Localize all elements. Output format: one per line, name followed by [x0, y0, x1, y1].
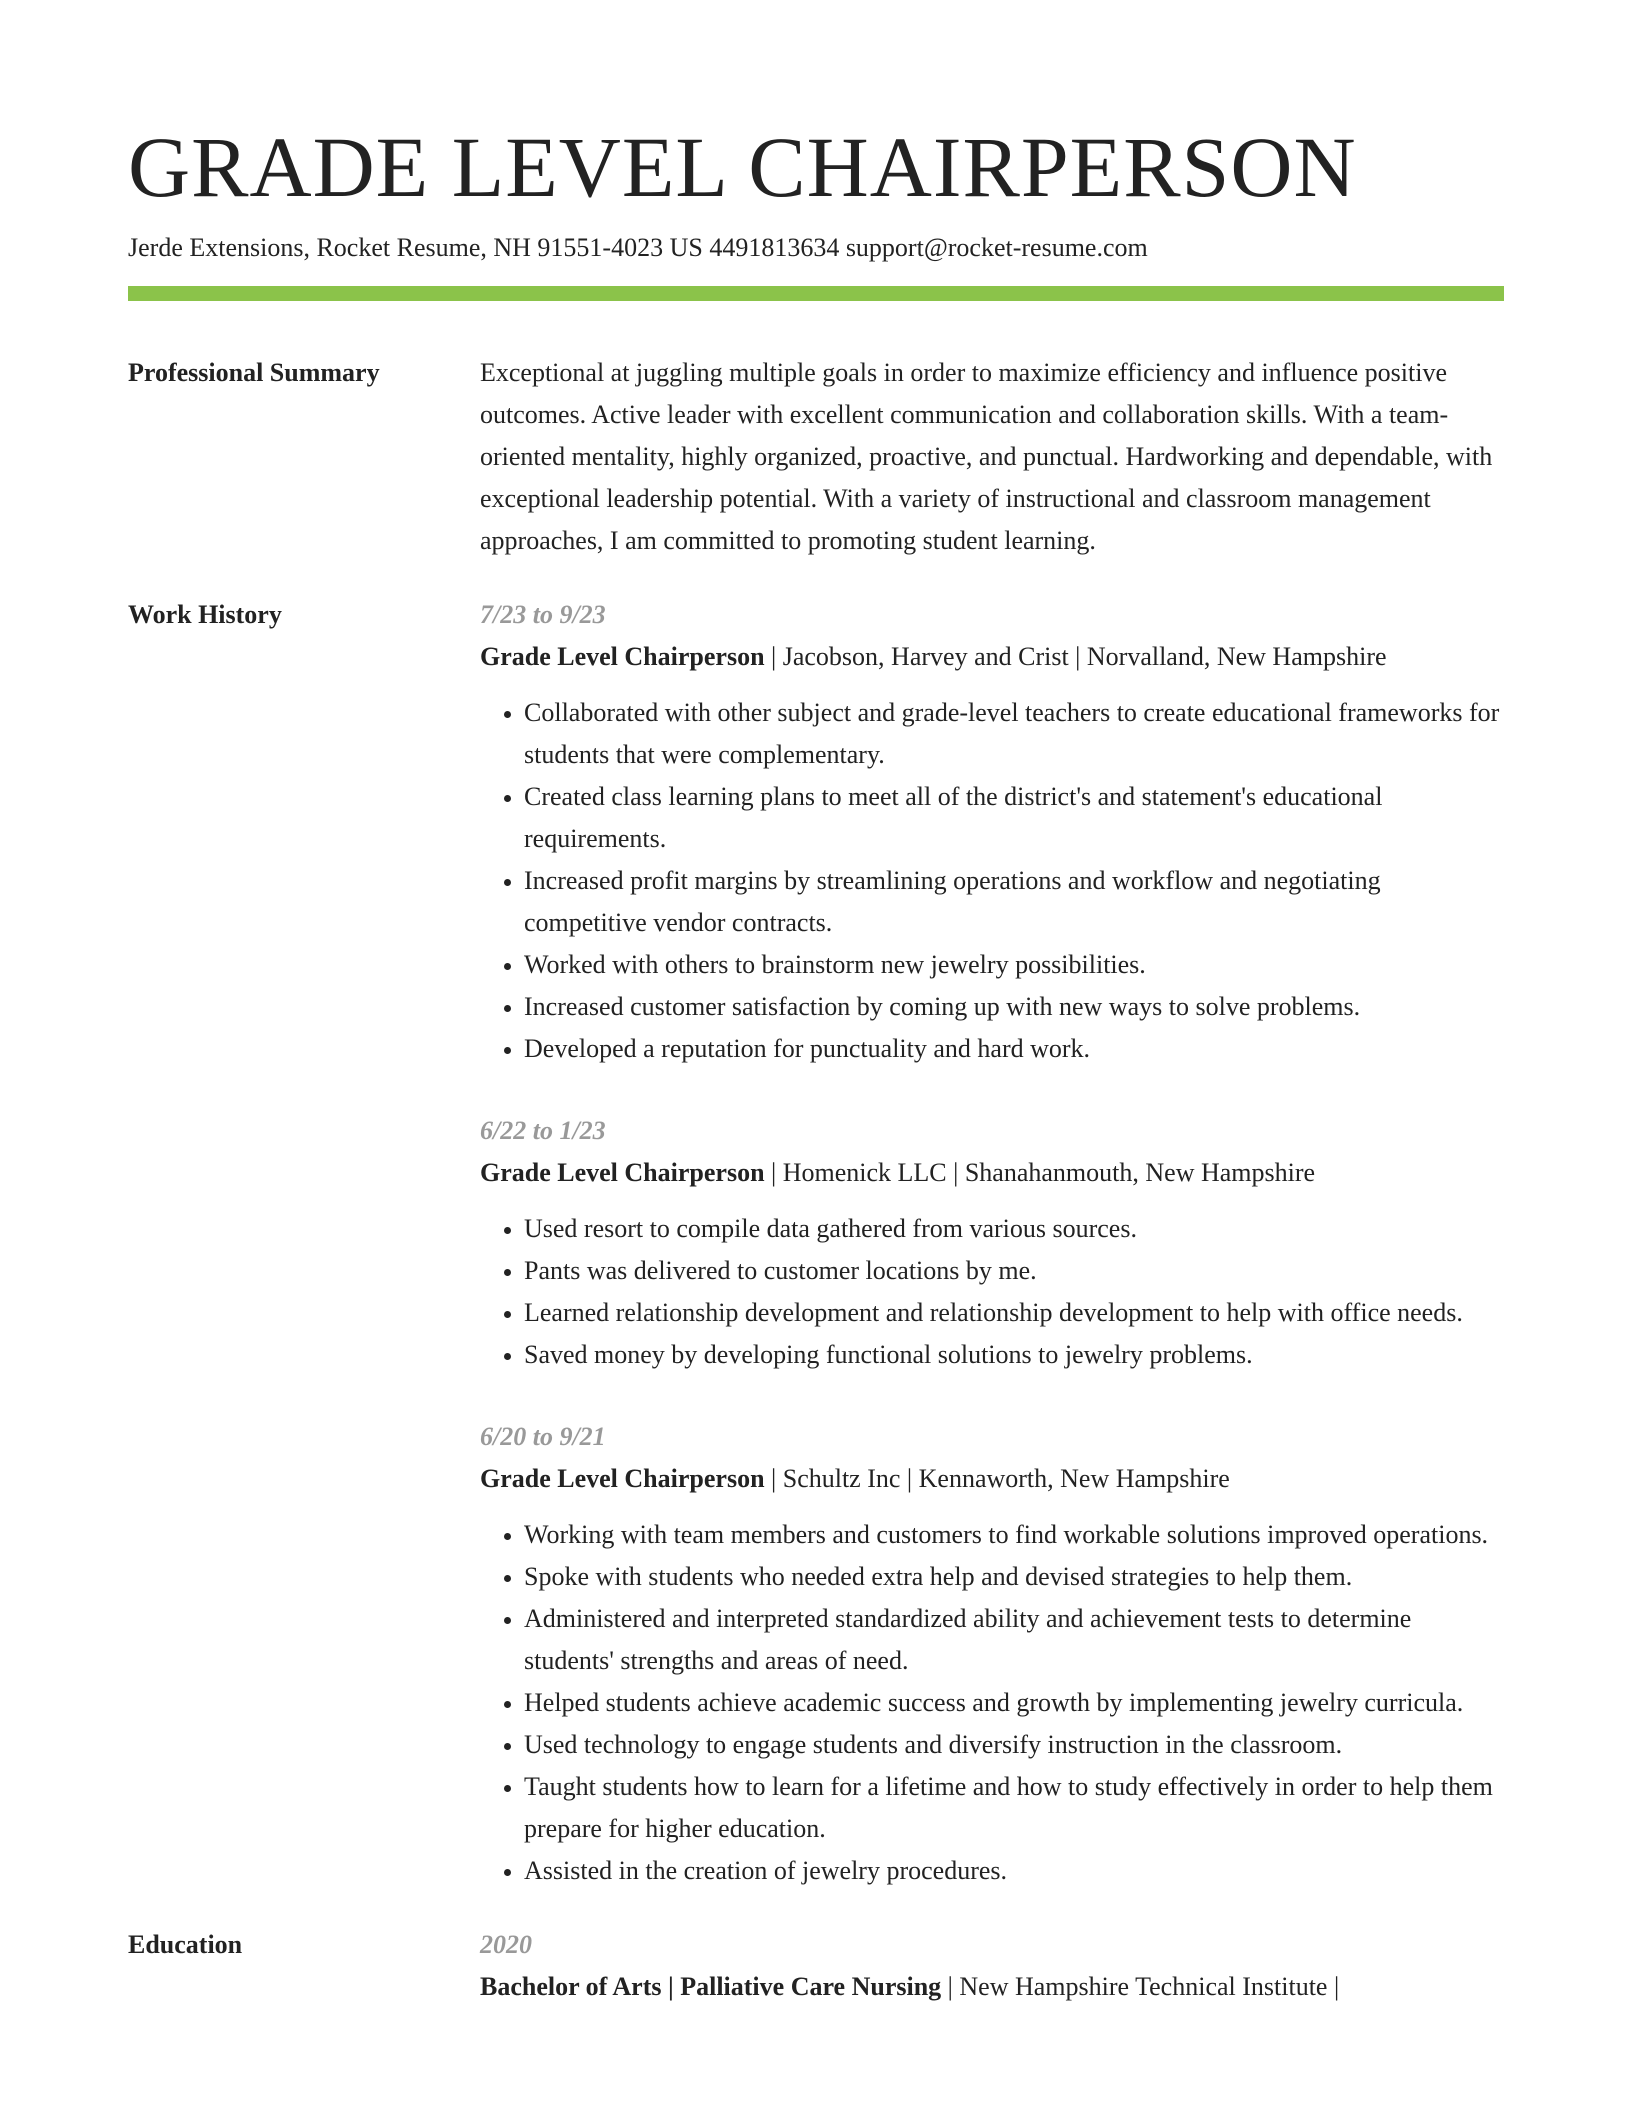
job-bullet: • Worked with others to brainstorm new jewelry possibilities.: [524, 944, 1504, 986]
summary-text: Exceptional at juggling multiple goals in order to maximize efficiency and influence positive outcomes. Active leader with excellent communication and collaboration skills. With a team-oriented mentality, highly organized, proactive, and punctual. Hardworking and dependable, with exceptional leadership potential. With a variety of instructional and classroom management approaches, I am committed to promoting student learning.: [480, 358, 1493, 555]
job-bullet: • Assisted in the creation of jewelry procedures.: [524, 1850, 1504, 1892]
work-history-body: [480, 594, 1504, 1892]
job-bullet: • Administered and interpreted standardized ability and achievement tests to determine students' strengths and areas of need.: [524, 1598, 1504, 1682]
education-details: | New Hampshire Technical Institute |: [941, 1972, 1340, 2001]
job-bullet: • Developed a reputation for punctuality and hard work.: [524, 1028, 1504, 1070]
resume-title: GRADE LEVEL CHAIRPERSON: [128, 119, 1357, 215]
job-details: | Schultz Inc | Kennaworth, New Hampshire: [764, 1464, 1230, 1493]
education-section: [128, 1924, 1504, 2008]
contact-line: Jerde Extensions, Rocket Resume, NH 91551-4023 US 4491813634 support@rocket-resume.com: [128, 233, 1148, 262]
job-dates: 7/23 to 9/23: [480, 600, 606, 629]
job-bullet: • Increased profit margins by streamlining operations and workflow and negotiating competitive vendor contracts.: [524, 860, 1504, 944]
job-heading: [480, 1152, 1504, 1194]
degree-title: Bachelor of Arts | Palliative Care Nursing: [480, 1972, 942, 2001]
resume-sections: [128, 352, 1504, 2008]
job-bullet: • Taught students how to learn for a lifetime and how to study effectively in order to help them prepare for higher education.: [524, 1766, 1504, 1850]
work-history-heading: Work History: [128, 600, 282, 629]
job-title: Grade Level Chairperson: [480, 1464, 765, 1493]
work-history-section: [128, 594, 1504, 1892]
job-entry: [480, 1110, 1504, 1376]
job-dates: 6/20 to 9/21: [480, 1422, 606, 1451]
job-details: | Jacobson, Harvey and Crist | Norvalland, New Hampshire: [764, 642, 1387, 671]
job-bullet: • Collaborated with other subject and grade-level teachers to create educational frameworks for students that were complementary.: [524, 692, 1504, 776]
education-heading-line: [480, 1966, 1504, 2008]
job-title: Grade Level Chairperson: [480, 1158, 765, 1187]
job-entry: [480, 1416, 1504, 1892]
job-bullet: • Saved money by developing functional solutions to jewelry problems.: [524, 1334, 1504, 1376]
job-bullet: • Learned relationship development and relationship development to help with office needs.: [524, 1292, 1504, 1334]
job-bullet: • Working with team members and customers to find workable solutions improved operations.: [524, 1514, 1504, 1556]
job-bullet: • Used technology to engage students and diversify instruction in the classroom.: [524, 1724, 1504, 1766]
education-entry: [480, 1924, 1504, 2008]
education-heading: Education: [128, 1930, 243, 1959]
job-bullets: [480, 1514, 1504, 1892]
job-dates: 6/22 to 1/23: [480, 1116, 606, 1145]
job-bullet: • Spoke with students who needed extra help and devised strategies to help them.: [524, 1556, 1504, 1598]
job-details: | Homenick LLC | Shanahanmouth, New Hampshire: [764, 1158, 1316, 1187]
job-heading: [480, 1458, 1504, 1500]
job-bullet: • Used resort to compile data gathered from various sources.: [524, 1208, 1504, 1250]
summary-body: [480, 352, 1504, 562]
job-bullet: • Pants was delivered to customer locations by me.: [524, 1250, 1504, 1292]
education-year: 2020: [480, 1930, 532, 1959]
job-title: Grade Level Chairperson: [480, 642, 765, 671]
job-heading: [480, 636, 1504, 678]
job-bullets: [480, 692, 1504, 1070]
job-bullets: [480, 1208, 1504, 1376]
job-bullet: • Helped students achieve academic success and growth by implementing jewelry curricula.: [524, 1682, 1504, 1724]
summary-heading: Professional Summary: [128, 358, 380, 387]
summary-section: [128, 352, 1504, 562]
job-bullet: • Increased customer satisfaction by coming up with new ways to solve problems.: [524, 986, 1504, 1028]
accent-divider: [128, 286, 1504, 301]
job-entry: [480, 594, 1504, 1070]
job-bullet: • Created class learning plans to meet all of the district's and statement's educational requirements.: [524, 776, 1504, 860]
education-body: [480, 1924, 1504, 2008]
